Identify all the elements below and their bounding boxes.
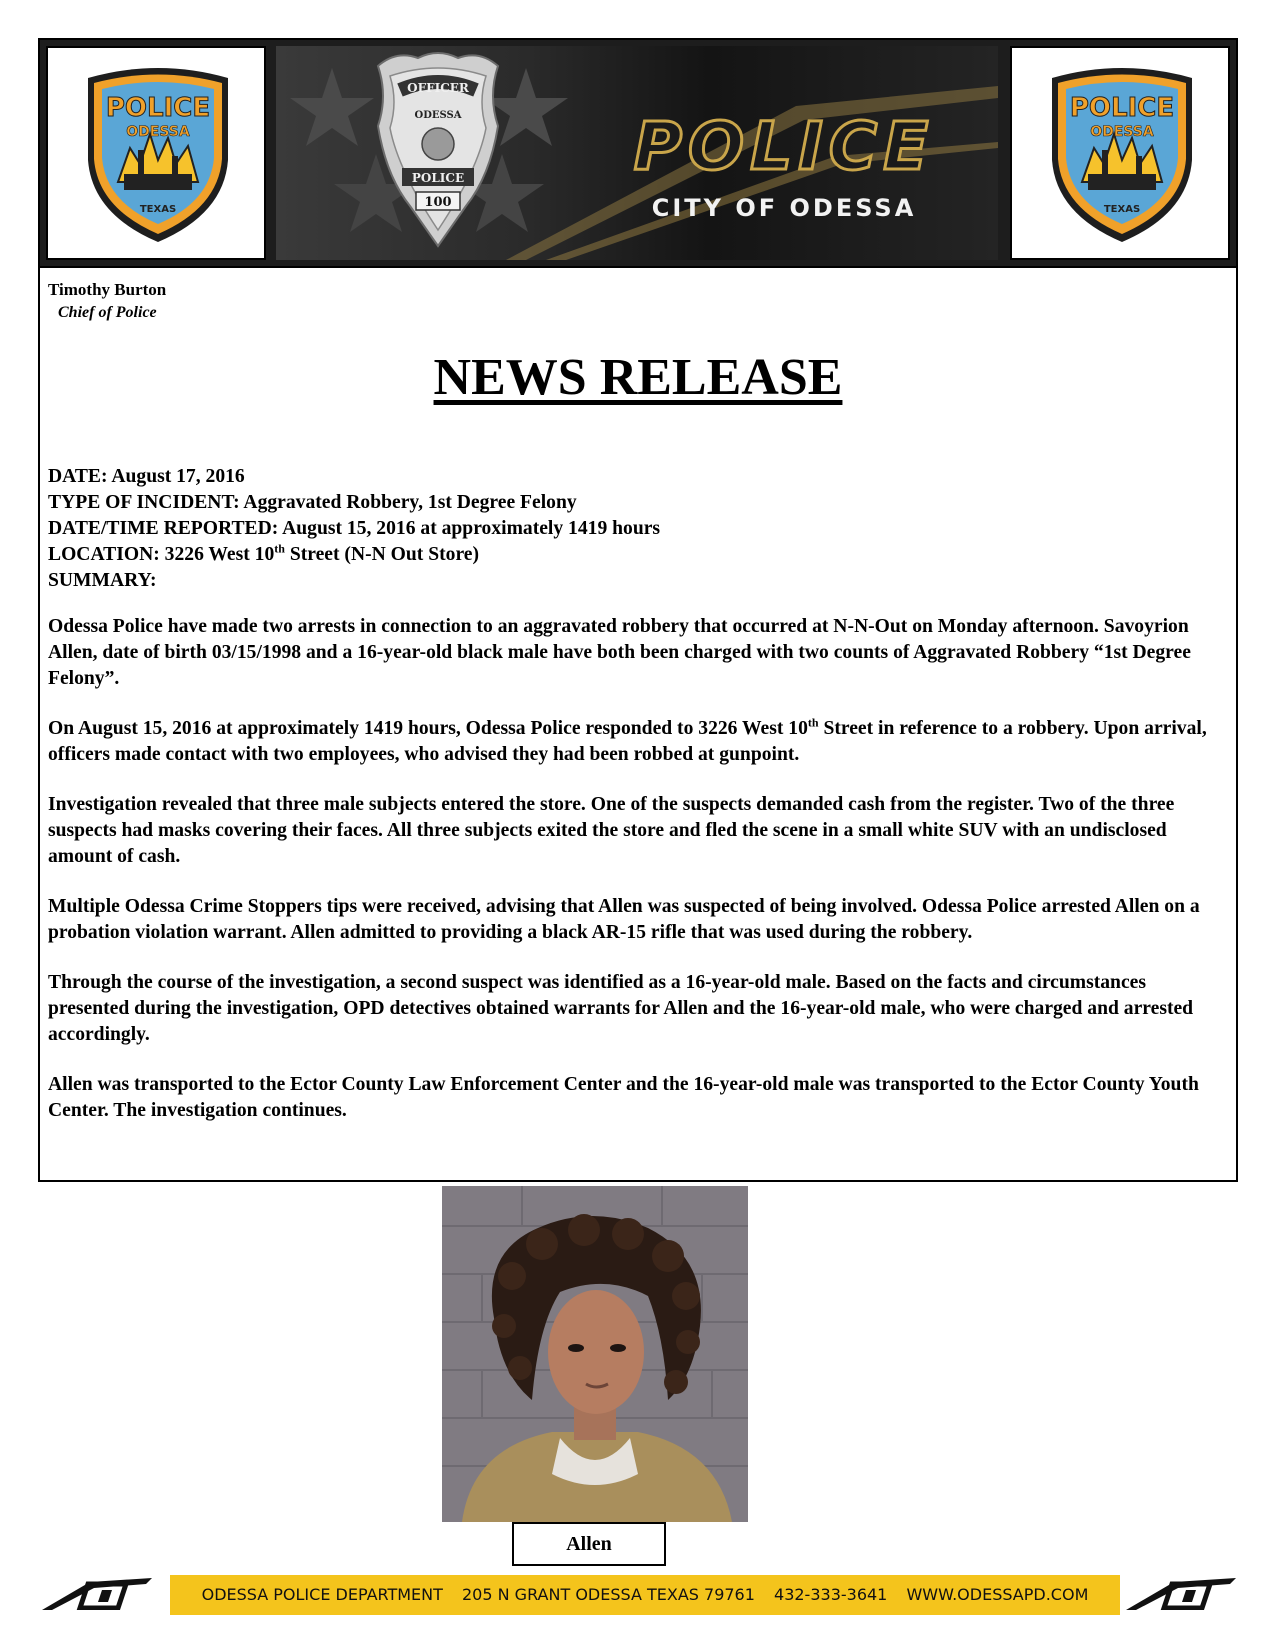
date-label: DATE: <box>48 466 108 487</box>
reported-value: August 15, 2016 at approximately 1419 hours <box>282 518 661 539</box>
footer-phone: 432-333-3641 <box>774 1585 888 1604</box>
location-ordinal: th <box>274 541 285 556</box>
patch-state-text: TEXAS <box>139 204 177 215</box>
date-line <box>48 464 660 490</box>
reported-label: DATE/TIME REPORTED: <box>48 518 279 539</box>
paragraph-response <box>48 716 1228 768</box>
opd-footer-logo-icon <box>42 1576 152 1610</box>
paragraph-second-suspect: Through the course of the investigation, a second suspect was identified as a 16-year-old male. Based on the facts and circumstances presented during the investigation, OPD detectives obtained warrants for Allen and the 16-year-old male, who were charged and arrested accordingly. <box>48 972 1194 1045</box>
location-line <box>48 542 660 568</box>
incident-line <box>48 490 660 516</box>
patch-city-text: ODESSA <box>126 124 190 140</box>
patch-city-text: ODESSA <box>1090 124 1154 140</box>
patch-police-text: POLICE <box>1069 93 1175 123</box>
location-value-end: Street (N-N Out Store) <box>284 544 480 565</box>
patch-police-text: POLICE <box>105 93 211 123</box>
incident-value: Aggravated Robbery, 1st Degree Felony <box>243 492 577 513</box>
police-banner <box>276 46 998 260</box>
incident-details <box>48 464 660 594</box>
police-patch-right <box>1010 46 1230 260</box>
paragraph-response-start: On August 15, 2016 at approximately 1419 hours, Odessa Police responded to 3226 West 10 <box>48 718 808 739</box>
badge-number-text: 100 <box>424 195 452 210</box>
paragraph-response-ordinal: th <box>807 715 819 730</box>
date-value: August 17, 2016 <box>111 466 245 487</box>
paragraph-tips: Multiple Odessa Crime Stoppers tips were received, advising that Allen was suspected of being involved. Odessa Police arrested Allen on a probation violation warrant. Allen admitted to providing a black AR-15 rifle that was used during the robbery. <box>48 896 1200 943</box>
chief-name: Timothy Burton <box>48 280 167 299</box>
police-patch-icon <box>1042 64 1202 246</box>
location-value-start: 3226 West 10 <box>164 544 275 565</box>
star-icon <box>290 68 374 146</box>
page-title: NEWS RELEASE <box>433 349 843 406</box>
paragraph-transport: Allen was transported to the Ector County Law Enforcement Center and the 16-year-old male was transported to the Ector County Youth Center. The investigation continues. <box>48 1074 1199 1121</box>
reported-line <box>48 516 660 542</box>
paragraph-response-end: Street in reference to a robbery. Upon arrival, officers made contact with two employees, who advised they had been robbed at gunpoint. <box>48 718 1207 765</box>
opd-footer-logo-icon <box>1126 1576 1236 1610</box>
patch-state-text: TEXAS <box>1103 204 1141 215</box>
summary-text <box>48 614 1228 1148</box>
badge-police-text: POLICE <box>411 171 465 185</box>
chief-title: Chief of Police <box>58 304 157 321</box>
police-logo-word: POLICE <box>633 108 935 185</box>
footer-contact-bar <box>170 1575 1120 1615</box>
photo-caption: Allen <box>512 1522 666 1566</box>
location-label: LOCATION: <box>48 544 160 565</box>
letterhead-header <box>38 38 1238 268</box>
badge-city-text: ODESSA <box>414 110 462 121</box>
footer-address: 205 N GRANT ODESSA TEXAS 79761 <box>462 1585 755 1604</box>
footer-website: WWW.ODESSAPD.COM <box>906 1585 1089 1604</box>
incident-label: TYPE OF INCIDENT: <box>48 492 240 513</box>
police-patch-icon <box>78 64 238 246</box>
suspect-booking-photo <box>442 1186 748 1522</box>
paragraph-arrests: Odessa Police have made two arrests in connection to an aggravated robbery that occurred at N-N-Out on Monday afternoon. Savoyrion Allen, date of birth 03/15/1998 and a 16-year-old black male have both been charged with two counts of Aggravated Robbery “1st Degree Felony”. <box>48 616 1191 689</box>
summary-label: SUMMARY: <box>48 570 157 591</box>
police-patch-left <box>46 46 266 260</box>
city-of-odessa-text: CITY OF ODESSA <box>651 194 917 222</box>
footer-department: ODESSA POLICE DEPARTMENT <box>201 1585 443 1604</box>
paragraph-investigation: Investigation revealed that three male subjects entered the store. One of the suspects demanded cash from the register. Two of the three suspects had masks covering their faces. All three subjects exited the store and fled the scene in a small white SUV with an undisclosed amount of cash. <box>48 794 1175 867</box>
news-release-body <box>38 268 1238 1182</box>
badge-officer-text: OFFICER <box>407 81 469 95</box>
